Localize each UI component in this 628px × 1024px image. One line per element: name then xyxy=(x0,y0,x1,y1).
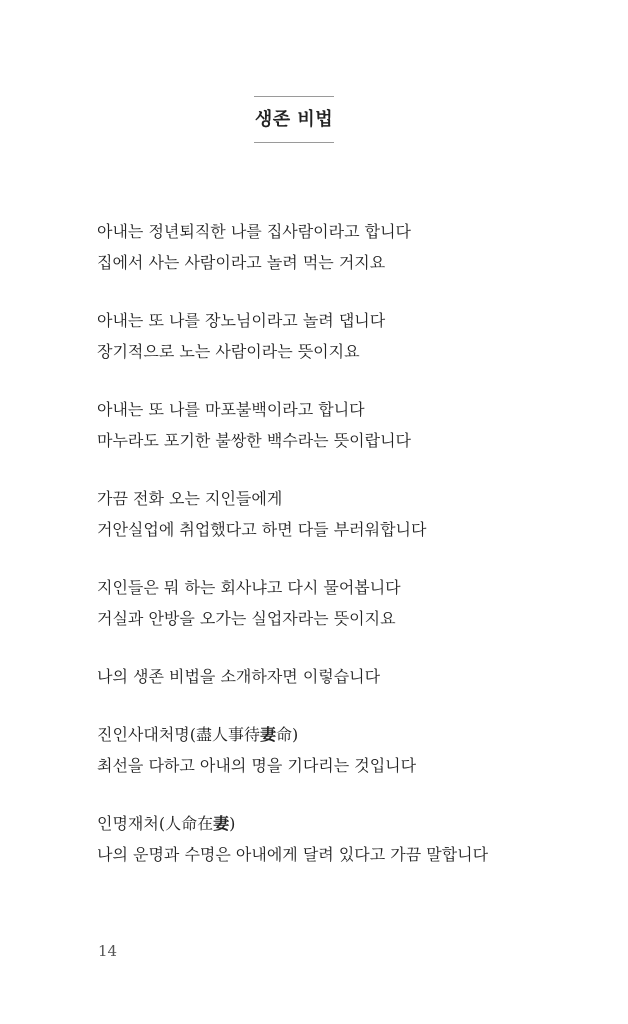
poem-line: 집에서 사는 사람이라고 놀려 먹는 거지요 xyxy=(97,253,386,272)
hanja-text: 진인사대처명(盡人事待 xyxy=(97,725,260,744)
poem-line: 아내는 정년퇴직한 나를 집사람이라고 합니다 xyxy=(97,222,412,241)
poem-line: 가끔 전화 오는 지인들에게 xyxy=(97,489,283,508)
hanja-text: 命) xyxy=(276,725,299,744)
poem-line: 거실과 안방을 오가는 실업자라는 뜻이지요 xyxy=(97,609,396,628)
stanza-6 xyxy=(97,661,597,692)
hanja-text: ) xyxy=(229,814,236,833)
stanza-4 xyxy=(97,483,597,545)
page-number: 14 xyxy=(98,942,118,960)
poem-line: 지인들은 뭐 하는 회사냐고 다시 물어봅니다 xyxy=(97,578,401,597)
poem-line: 나의 생존 비법을 소개하자면 이렇습니다 xyxy=(97,667,381,686)
hanja-phrase-line xyxy=(97,808,597,839)
stanza-3 xyxy=(97,394,597,456)
stanza-1 xyxy=(97,216,597,278)
poem-title: 생존 비법 xyxy=(254,109,334,130)
poem-line: 거안실업에 취업했다고 하면 다들 부러워합니다 xyxy=(97,520,427,539)
poem-line: 아내는 또 나를 마포불백이라고 합니다 xyxy=(97,400,365,419)
hanja-phrase-line xyxy=(97,719,597,750)
poem-line: 아내는 또 나를 장노님이라고 놀려 댑니다 xyxy=(97,311,386,330)
poem-body xyxy=(97,216,597,897)
stanza-7 xyxy=(97,719,597,781)
hanja-emphasis: 妻 xyxy=(213,814,230,833)
poem-line: 나의 운명과 수명은 아내에게 달려 있다고 가끔 말합니다 xyxy=(97,845,489,864)
title-bottom-rule xyxy=(254,142,334,143)
poem-line: 장기적으로 노는 사람이라는 뜻이지요 xyxy=(97,342,360,361)
hanja-emphasis: 妻 xyxy=(259,725,276,744)
poem-line: 최선을 다하고 아내의 명을 기다리는 것입니다 xyxy=(97,756,417,775)
hanja-text: 인명재처(人命在 xyxy=(97,814,214,833)
stanza-5 xyxy=(97,572,597,634)
title-block xyxy=(254,96,334,143)
poem-line: 마누라도 포기한 불쌍한 백수라는 뜻이랍니다 xyxy=(97,431,412,450)
stanza-8 xyxy=(97,808,597,870)
stanza-2 xyxy=(97,305,597,367)
